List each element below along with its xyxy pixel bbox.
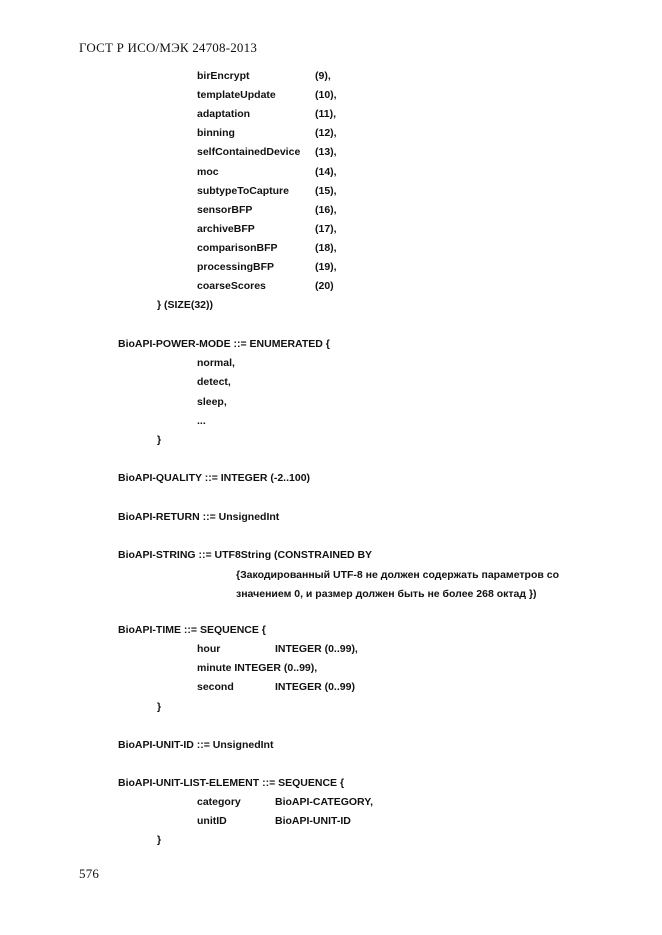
power-mode-item: ... xyxy=(197,415,206,427)
flag-name: binning xyxy=(197,127,235,139)
return-declaration: BioAPI-RETURN ::= UnsignedInt xyxy=(118,511,280,523)
unit-id-declaration: BioAPI-UNIT-ID ::= UnsignedInt xyxy=(118,739,274,751)
flag-name: moc xyxy=(197,166,219,178)
flag-number: (10), xyxy=(315,89,337,101)
flag-number: (14), xyxy=(315,166,337,178)
flag-name: archiveBFP xyxy=(197,223,255,235)
flag-number: (16), xyxy=(315,204,337,216)
unit-list-field-name: unitID xyxy=(197,815,227,827)
unit-list-close: } xyxy=(157,834,162,846)
flag-number: (11), xyxy=(315,108,337,120)
page-number: 576 xyxy=(79,866,100,881)
flag-name: processingBFP xyxy=(197,261,275,273)
unit-list-declaration: BioAPI-UNIT-LIST-ELEMENT ::= SEQUENCE { xyxy=(118,777,345,789)
power-mode-close: } xyxy=(157,434,162,446)
quality-declaration: BioAPI-QUALITY ::= INTEGER (-2..100) xyxy=(118,472,311,484)
flag-name: selfContainedDevice xyxy=(197,146,301,158)
string-declaration: BioAPI-STRING ::= UTF8String (CONSTRAINED BY xyxy=(118,549,373,561)
time-declaration: BioAPI-TIME ::= SEQUENCE { xyxy=(118,624,266,636)
flag-number: (9), xyxy=(315,70,331,82)
flag-name: templateUpdate xyxy=(197,89,276,101)
flag-name: sensorBFP xyxy=(197,204,253,216)
page-header: ГОСТ Р ИСО/МЭК 24708-2013 xyxy=(79,40,258,55)
time-field-type: INTEGER (0..99), xyxy=(275,643,358,655)
flags-close: } (SIZE(32)) xyxy=(157,299,214,311)
power-mode-item: detect, xyxy=(197,376,231,388)
unit-list-field-type: BioAPI-UNIT-ID xyxy=(275,815,351,827)
time-close: } xyxy=(157,701,162,713)
time-field-name: hour xyxy=(197,643,221,655)
time-field-type: INTEGER (0..99) xyxy=(275,681,355,693)
unit-list-field-name: category xyxy=(197,796,241,808)
flag-number: (12), xyxy=(315,127,337,139)
flag-number: (15), xyxy=(315,185,337,197)
power-mode-item: sleep, xyxy=(197,396,227,408)
flag-number: (18), xyxy=(315,242,337,254)
string-constraint-line: {Закодированный UTF-8 не должен содержать параметров со xyxy=(236,569,559,581)
time-field-name: second xyxy=(197,681,234,693)
flag-name: coarseScores xyxy=(197,280,266,292)
power-mode-item: normal, xyxy=(197,357,235,369)
flag-number: (17), xyxy=(315,223,337,235)
flag-number: (19), xyxy=(315,261,337,273)
unit-list-field-type: BioAPI-CATEGORY, xyxy=(275,796,374,808)
time-field-line: minute INTEGER (0..99), xyxy=(197,662,318,674)
flag-number: (20) xyxy=(315,280,334,292)
power-mode-declaration: BioAPI-POWER-MODE ::= ENUMERATED { xyxy=(118,338,330,350)
flag-name: birEncrypt xyxy=(197,70,250,82)
flag-number: (13), xyxy=(315,146,337,158)
string-constraint-line: значением 0, и размер должен быть не более 268 октад }) xyxy=(236,588,537,600)
flag-name: subtypeToCapture xyxy=(197,185,289,197)
flag-name: comparisonBFP xyxy=(197,242,278,254)
flag-name: adaptation xyxy=(197,108,251,120)
